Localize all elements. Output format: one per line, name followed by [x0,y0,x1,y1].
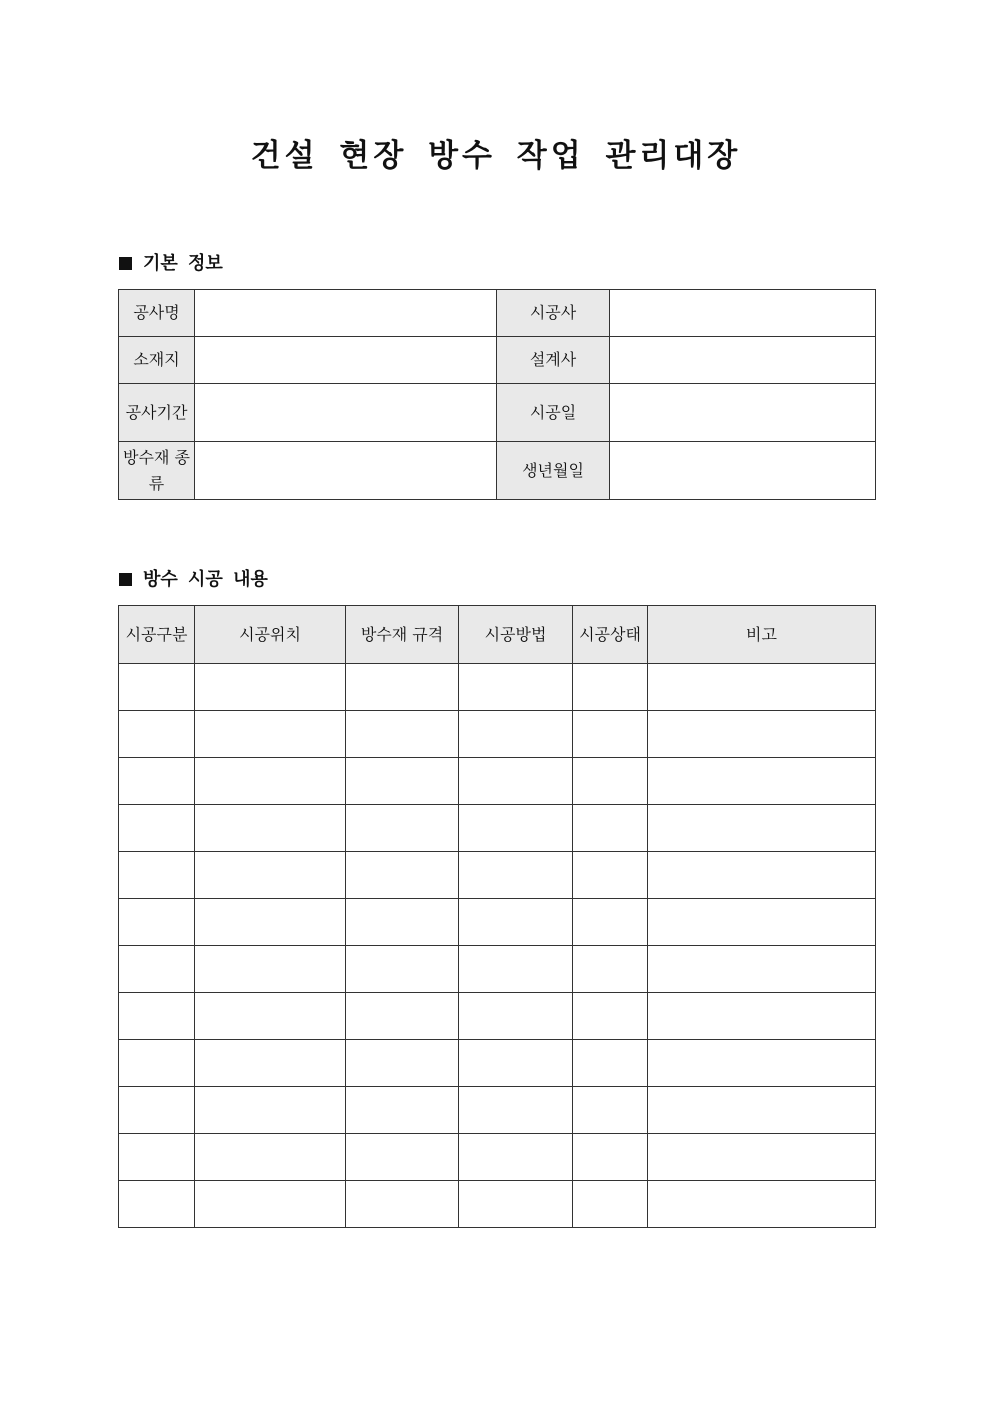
work-method-cell[interactable] [459,1040,573,1087]
basic-info-heading-text: 기본 정보 [143,253,223,274]
work-location-cell[interactable] [195,758,346,805]
table-row [119,852,876,899]
remarks-cell[interactable] [648,1181,876,1228]
work-status-cell[interactable] [573,1181,648,1228]
material-spec-cell[interactable] [346,664,459,711]
construction-date-field[interactable] [610,384,876,442]
work-details-table [118,605,876,1228]
work-type-cell[interactable] [119,711,195,758]
work-status-cell[interactable] [573,1087,648,1134]
column-header-work-location: 시공위치 [195,606,346,664]
table-row [119,1134,876,1181]
work-status-cell[interactable] [573,899,648,946]
contractor-label: 시공사 [497,290,610,337]
table-row [119,899,876,946]
remarks-cell[interactable] [648,1134,876,1181]
work-status-cell[interactable] [573,805,648,852]
basic-info-row [119,290,876,337]
page-title: 건설 현장 방수 작업 관리대장 [250,138,742,174]
table-row [119,758,876,805]
designer-field[interactable] [610,337,876,384]
basic-info-table [118,289,876,500]
square-bullet-icon [119,573,132,586]
work-location-cell[interactable] [195,1087,346,1134]
work-details-heading [119,568,268,592]
work-type-cell[interactable] [119,1087,195,1134]
work-location-cell[interactable] [195,899,346,946]
work-details-header-row [119,606,876,664]
work-location-cell[interactable] [195,1040,346,1087]
work-method-cell[interactable] [459,993,573,1040]
work-method-cell[interactable] [459,805,573,852]
construction-period-field[interactable] [195,384,497,442]
work-method-cell[interactable] [459,758,573,805]
column-header-work-type: 시공구분 [119,606,195,664]
material-spec-cell[interactable] [346,946,459,993]
work-method-cell[interactable] [459,664,573,711]
remarks-cell[interactable] [648,852,876,899]
birth-date-field[interactable] [610,442,876,500]
square-bullet-icon [119,257,132,270]
table-row [119,1040,876,1087]
work-location-cell[interactable] [195,993,346,1040]
work-type-cell[interactable] [119,1181,195,1228]
work-location-cell[interactable] [195,805,346,852]
location-field[interactable] [195,337,497,384]
basic-info-row [119,384,876,442]
basic-info-row [119,442,876,500]
designer-label: 설계사 [497,337,610,384]
work-location-cell[interactable] [195,1181,346,1228]
work-status-cell[interactable] [573,946,648,993]
work-location-cell[interactable] [195,946,346,993]
waterproof-material-type-label: 방수재 종류 [119,442,195,500]
birth-date-label: 생년월일 [497,442,610,500]
material-spec-cell[interactable] [346,1040,459,1087]
material-spec-cell[interactable] [346,899,459,946]
work-status-cell[interactable] [573,711,648,758]
material-spec-cell[interactable] [346,852,459,899]
material-spec-cell[interactable] [346,1134,459,1181]
work-type-cell[interactable] [119,993,195,1040]
remarks-cell[interactable] [648,758,876,805]
location-label: 소재지 [119,337,195,384]
basic-info-row [119,337,876,384]
work-location-cell[interactable] [195,664,346,711]
table-row [119,1087,876,1134]
work-type-cell[interactable] [119,664,195,711]
material-spec-cell[interactable] [346,1181,459,1228]
work-type-cell[interactable] [119,899,195,946]
work-location-cell[interactable] [195,852,346,899]
work-method-cell[interactable] [459,1134,573,1181]
material-spec-cell[interactable] [346,1087,459,1134]
work-method-cell[interactable] [459,711,573,758]
work-method-cell[interactable] [459,852,573,899]
work-location-cell[interactable] [195,711,346,758]
remarks-cell[interactable] [648,993,876,1040]
table-row [119,711,876,758]
work-status-cell[interactable] [573,664,648,711]
project-name-field[interactable] [195,290,497,337]
material-spec-cell[interactable] [346,993,459,1040]
basic-info-heading [119,252,223,276]
work-type-cell[interactable] [119,758,195,805]
table-row [119,946,876,993]
table-row [119,993,876,1040]
column-header-work-method: 시공방법 [459,606,573,664]
work-method-cell[interactable] [459,1181,573,1228]
work-type-cell[interactable] [119,805,195,852]
remarks-cell[interactable] [648,899,876,946]
table-row [119,1181,876,1228]
work-type-cell[interactable] [119,852,195,899]
construction-date-label: 시공일 [497,384,610,442]
remarks-cell[interactable] [648,946,876,993]
work-method-cell[interactable] [459,1087,573,1134]
work-type-cell[interactable] [119,1040,195,1087]
column-header-remarks: 비고 [648,606,876,664]
work-status-cell[interactable] [573,1040,648,1087]
work-type-cell[interactable] [119,946,195,993]
material-spec-cell[interactable] [346,805,459,852]
project-name-label: 공사명 [119,290,195,337]
work-status-cell[interactable] [573,758,648,805]
contractor-field[interactable] [610,290,876,337]
work-type-cell[interactable] [119,1134,195,1181]
material-spec-cell[interactable] [346,711,459,758]
work-method-cell[interactable] [459,946,573,993]
table-row [119,664,876,711]
remarks-cell[interactable] [648,664,876,711]
remarks-cell[interactable] [648,805,876,852]
table-row [119,805,876,852]
work-method-cell[interactable] [459,899,573,946]
waterproof-material-type-field[interactable] [195,442,497,500]
work-status-cell[interactable] [573,852,648,899]
work-status-cell[interactable] [573,1134,648,1181]
column-header-work-status: 시공상태 [573,606,648,664]
work-location-cell[interactable] [195,1134,346,1181]
remarks-cell[interactable] [648,711,876,758]
remarks-cell[interactable] [648,1087,876,1134]
material-spec-cell[interactable] [346,758,459,805]
work-status-cell[interactable] [573,993,648,1040]
remarks-cell[interactable] [648,1040,876,1087]
construction-period-label: 공사기간 [119,384,195,442]
work-details-heading-text: 방수 시공 내용 [143,569,268,590]
column-header-material-spec: 방수재 규격 [346,606,459,664]
